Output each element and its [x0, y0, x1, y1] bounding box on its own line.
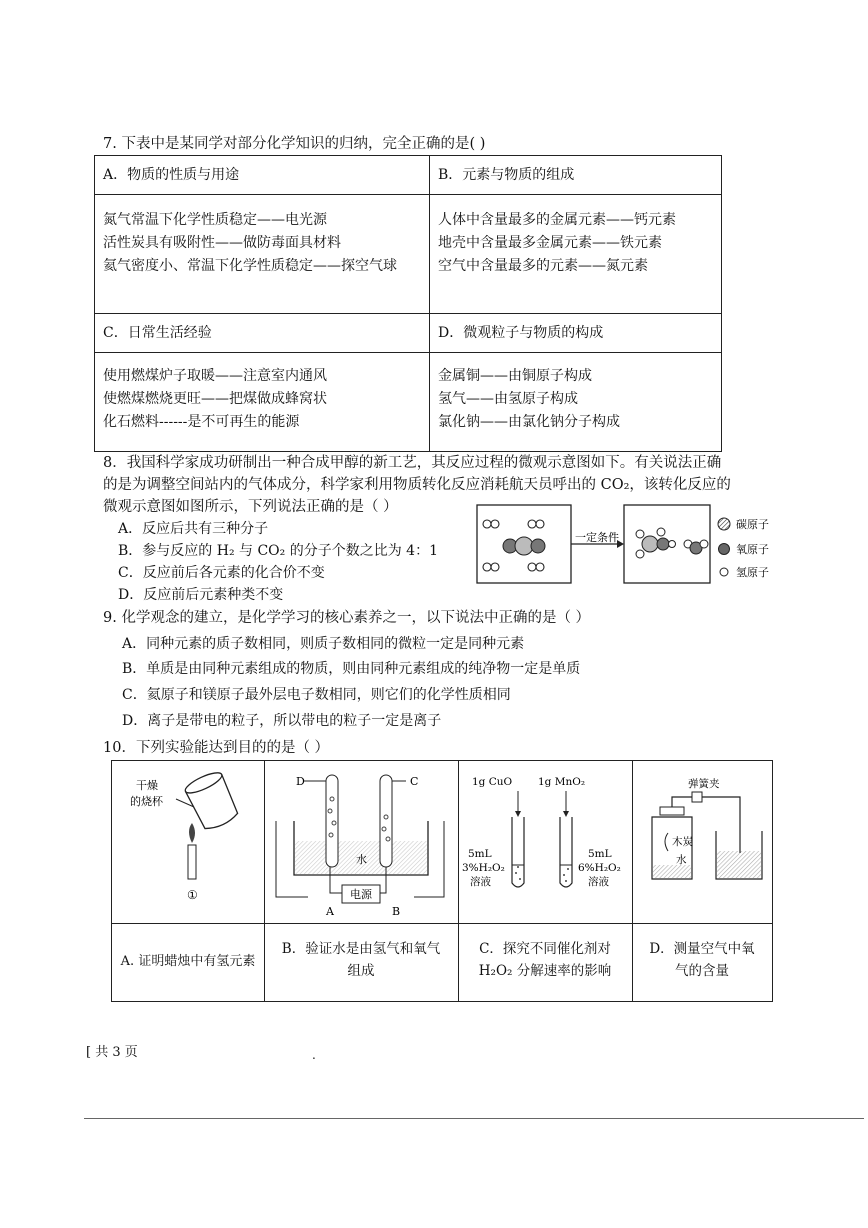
- q7-cell-b-head: B．元素与物质的组成: [430, 156, 722, 195]
- fig-d-clip: 弹簧夹: [688, 778, 720, 790]
- fig-a-num: ①: [187, 888, 198, 902]
- fig-a-candle-beaker: [112, 761, 264, 923]
- candle: [188, 845, 196, 879]
- q10-grid: [111, 760, 773, 1002]
- q7-c-line: 使用燃煤炉子取暖——注意室内通风: [103, 368, 327, 384]
- fig-b-c: C: [410, 775, 419, 788]
- tube-c: [380, 775, 392, 867]
- q7-b-line: 人体中含量最多的金属元素——钙元素: [438, 212, 676, 228]
- fig-b-b: B: [392, 905, 401, 918]
- fig-b-electrolysis: [264, 761, 458, 923]
- q10-caption-d-1: D．测量空气中氧: [649, 941, 755, 957]
- q10-caption-b-1: B．验证水是由氢气和氧气: [281, 941, 441, 957]
- product-molecules: [636, 528, 708, 558]
- q7-b-line: 地壳中含量最多金属元素——铁元素: [438, 235, 662, 251]
- page-footer: [ 共 3 页: [86, 1045, 138, 1060]
- q7-a-line: 活性炭具有吸附性——做防毒面具材料: [103, 235, 341, 251]
- fig-a-label-2: 的烧杯: [130, 795, 163, 808]
- stray-dot: .: [312, 1048, 316, 1062]
- q8-stem-line3: 微观示意图如图所示，下列说法正确的是（ ）: [103, 499, 398, 515]
- q7-cell-b-body: [430, 195, 722, 314]
- q10-stem: 10．下列实验能达到目的的是（ ）: [103, 740, 330, 756]
- inverted-beaker: [183, 769, 241, 833]
- flame: [189, 823, 195, 843]
- legend-oxygen: 氧原子: [736, 543, 769, 556]
- q8-stem-line1: 8．我国科学家成功研制出一种合成甲醇的新工艺，其反应过程的微观示意图如下。有关说法正确: [103, 455, 722, 471]
- spring-clip: [692, 792, 702, 802]
- q7-stem: 7. 下表中是某同学对部分化学知识的归纳，完全正确的是( ): [103, 136, 486, 152]
- legend-carbon: 碳原子: [736, 518, 769, 531]
- q7-cell-c-head: C．日常生活经验: [95, 314, 430, 353]
- q7-c-line: 使燃煤燃烧更旺——把煤做成蜂窝状: [103, 391, 327, 407]
- q8-option-b: B．参与反应的 H₂ 与 CO₂ 的分子个数之比为 4：1: [118, 543, 438, 559]
- fig-c-left-2: 3%H₂O₂: [462, 862, 505, 874]
- q7-cell-d-head: D．微观粒子与物质的构成: [430, 314, 722, 353]
- scan-edge-line: [84, 1118, 864, 1119]
- right-test-tube: [560, 817, 572, 887]
- fig-c-left-1: 5mL: [468, 848, 492, 860]
- fig-a-label-1: 干燥: [136, 779, 158, 792]
- q7-a-line: 氦气密度小、常温下化学性质稳定——探空气球: [103, 258, 397, 274]
- q7-cell-a-body: [95, 195, 430, 314]
- q7-d-line: 氯化钠——由氯化钠分子构成: [438, 414, 620, 430]
- q10-caption-b-2: 组成: [347, 963, 375, 979]
- fig-c-cuo: 1g CuO: [472, 776, 513, 788]
- q10-caption-d-2: 气的含量: [675, 963, 729, 979]
- fig-b-power: 电源: [350, 888, 372, 901]
- q10-caption-c-1: C．探究不同催化剂对: [479, 941, 611, 957]
- q7-d-line: 金属铜——由铜原子构成: [438, 368, 592, 384]
- q7-cell-d-body: [430, 353, 722, 452]
- tube-d: [326, 775, 338, 867]
- fig-c-mno2: 1g MnO₂: [538, 776, 586, 788]
- q8-reaction-diagram: [474, 500, 794, 588]
- q10-caption-a: A. 证明蜡烛中有氢元素: [120, 954, 256, 969]
- fig-b-water: 水: [356, 853, 367, 866]
- q7-b-line: 空气中含量最多的元素——氮元素: [438, 258, 648, 274]
- co2-molecule: [503, 537, 545, 555]
- q7-d-line: 氢气——由氢原子构成: [438, 391, 578, 407]
- fig-d-oxygen-content: [632, 761, 772, 923]
- q10-caption-c-2: H₂O₂ 分解速率的影响: [478, 963, 612, 979]
- fig-d-water: 水: [676, 854, 687, 866]
- q8-option-d: D．反应前后元素种类不变: [118, 587, 284, 603]
- fig-c-catalyst-tubes: [458, 761, 632, 923]
- q9-option-b: B．单质是由同种元素组成的物质，则由同种元素组成的纯净物一定是单质: [122, 661, 581, 677]
- q7-cell-c-body: [95, 353, 430, 452]
- fig-c-right-1: 5mL: [588, 848, 612, 860]
- fig-c-right-2: 6%H₂O₂: [578, 862, 621, 874]
- q8-stem-line2: 的是为调整空间站内的气体成分，科学家利用物质转化反应消耗航天员呼出的 CO₂，该转化反应的: [103, 477, 731, 493]
- q7-table: [94, 155, 722, 452]
- fig-b-a: A: [326, 905, 334, 918]
- q7-cell-a-head: A．物质的性质与用途: [95, 156, 430, 195]
- q9-stem: 9. 化学观念的建立，是化学学习的核心素养之一，以下说法中正确的是（ ）: [103, 610, 591, 626]
- q7-a-line: 氮气常温下化学性质稳定——电光源: [103, 212, 327, 228]
- fig-c-right-3: 溶液: [588, 876, 609, 888]
- q8-option-c: C．反应前后各元素的化合价不变: [118, 565, 325, 581]
- fig-b-d: D: [296, 775, 305, 788]
- q7-c-line: 化石燃料------是不可再生的能源: [103, 414, 300, 430]
- fig-c-left-3: 溶液: [470, 876, 491, 888]
- q9-option-a: A．同种元素的质子数相同，则质子数相同的微粒一定是同种元素: [122, 636, 525, 652]
- q8-option-a: A．反应后共有三种分子: [118, 521, 269, 537]
- fig-d-charcoal: 木炭: [672, 836, 693, 848]
- legend-hydrogen: 氢原子: [736, 566, 769, 579]
- q9-option-c: C．氦原子和镁原子最外层电子数相同，则它们的化学性质相同: [122, 687, 511, 703]
- left-test-tube: [512, 817, 524, 887]
- arrow-label: 一定条件: [575, 531, 619, 544]
- q9-option-d: D．离子是带电的粒子，所以带电的粒子一定是离子: [122, 713, 442, 729]
